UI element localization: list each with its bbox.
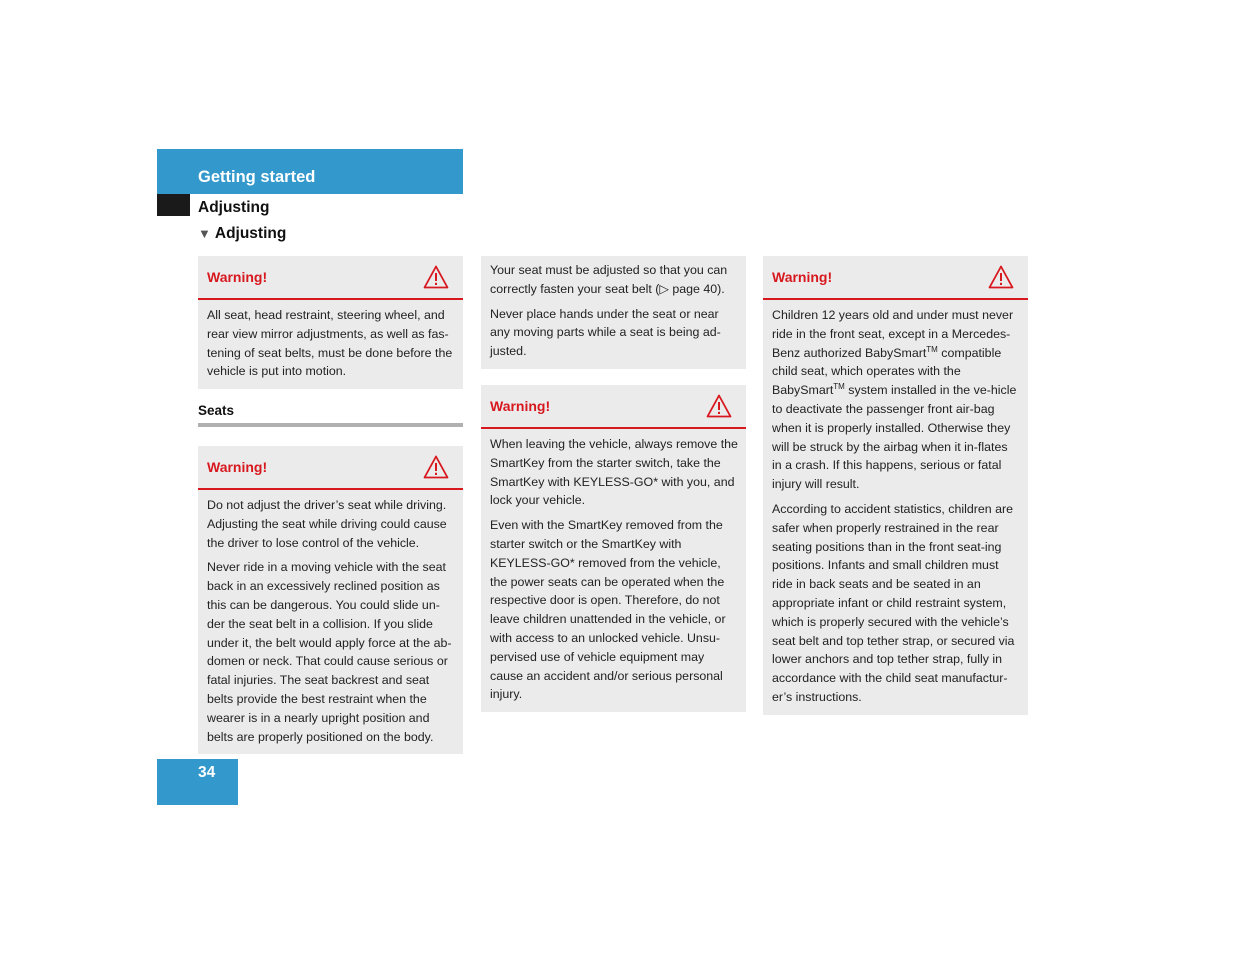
warning-paragraph: Do not adjust the driver’s seat while driving. Adjusting the seat while driving could cause the driver to lose control of the vehicle. bbox=[207, 498, 447, 550]
warning-paragraph: When leaving the vehicle, always remove the SmartKey from the starter switch, take the SmartKey with KEYLESS-GO* with you, and lock your vehicle. bbox=[490, 437, 738, 508]
info-box bbox=[481, 256, 746, 369]
warning-triangle-icon bbox=[988, 265, 1014, 289]
warning-triangle-icon bbox=[706, 394, 732, 418]
text-run: system installed in the ve-hicle to deactivate the passenger front air-bag when it is properly installed. Otherwise they will be struck by the airbag when it in-flates in a crash. If this happens, serious or fatal injury will result. bbox=[772, 383, 1017, 492]
text-run: compatible child seat, which operates with the BabySmart bbox=[772, 345, 1002, 398]
triangle-bullet-icon: ▼ bbox=[198, 226, 211, 241]
subsection-title bbox=[198, 225, 286, 243]
warning-body bbox=[763, 300, 1028, 715]
trademark: TM bbox=[833, 382, 845, 392]
warning-title: Warning! bbox=[207, 269, 268, 285]
warning-paragraph: According to accident statistics, children are safer when properly restrained in the rear seating positions than in the front seat-ing positions. Infants and small children must ride in back seats and be seated in an appropriate infant or child restraint system, which is properly secured with the vehicle’s seat belt and top tether strap, or secured via lower anchors and top tether strap, fully in accordance with the child seat manufactur-er’s instructions. bbox=[772, 501, 1015, 704]
text-run: Children 12 years old and under must never ride in the front seat, except in a Mercedes-Benz authorized BabySmart bbox=[772, 308, 1014, 360]
section-marker bbox=[157, 194, 190, 216]
warning-header bbox=[763, 256, 1028, 300]
warning-header bbox=[198, 256, 463, 300]
trademark: TM bbox=[926, 344, 938, 354]
info-paragraph: Your seat must be adjusted so that you can correctly fasten your seat belt (▷ page 40). bbox=[490, 263, 728, 296]
heading-rule bbox=[198, 423, 463, 427]
warning-box-seats bbox=[198, 446, 463, 754]
warning-header bbox=[481, 385, 746, 429]
info-body bbox=[481, 256, 746, 369]
subsection-label: Adjusting bbox=[214, 225, 287, 242]
warning-paragraph: Never ride in a moving vehicle with the seat back in an excessively reclined position as this can be dangerous. You could slide un-der the seat belt in a collision. If you slide under it, the belt would apply force at the ab-domen or neck. That could cause serious or fatal injuries. The seat backrest and seat belts provide the best restraint when the wearer is in a nearly upright position and belts are properly positioned on the body. bbox=[207, 560, 452, 744]
warning-title: Warning! bbox=[490, 398, 551, 414]
warning-header bbox=[198, 446, 463, 490]
warning-triangle-icon bbox=[423, 455, 449, 479]
warning-box-adjust bbox=[198, 256, 463, 389]
warning-title: Warning! bbox=[207, 459, 268, 475]
warning-body bbox=[481, 429, 746, 712]
seats-heading: Seats bbox=[198, 403, 235, 418]
warning-body bbox=[198, 300, 463, 389]
warning-triangle-icon bbox=[423, 265, 449, 289]
warning-text: All seat, head restraint, steering wheel, and rear view mirror adjustments, as well as fas-tening of seat belts, must be done before the vehicle is put into motion. bbox=[207, 308, 453, 379]
warning-paragraph: Even with the SmartKey removed from the starter switch or the SmartKey with KEYLESS-GO* removed from the vehicle, the power seats can be operated when the respective door is open. Therefore, do not leave children unattended in the vehicle, or with access to an unlocked vehicle. Unsu-pervised use of vehicle equipment may cause an accident and/or serious personal injury. bbox=[490, 518, 726, 702]
warning-box-children bbox=[763, 256, 1028, 715]
section-title: Adjusting bbox=[198, 199, 270, 216]
chapter-title: Getting started bbox=[198, 168, 316, 186]
warning-body bbox=[198, 490, 463, 754]
info-paragraph: Never place hands under the seat or near any moving parts while a seat is being ad-justed. bbox=[490, 306, 721, 359]
warning-box-leaving-vehicle bbox=[481, 385, 746, 712]
warning-paragraph bbox=[772, 306, 1020, 494]
warning-title: Warning! bbox=[772, 269, 833, 285]
page-number: 34 bbox=[198, 764, 216, 781]
